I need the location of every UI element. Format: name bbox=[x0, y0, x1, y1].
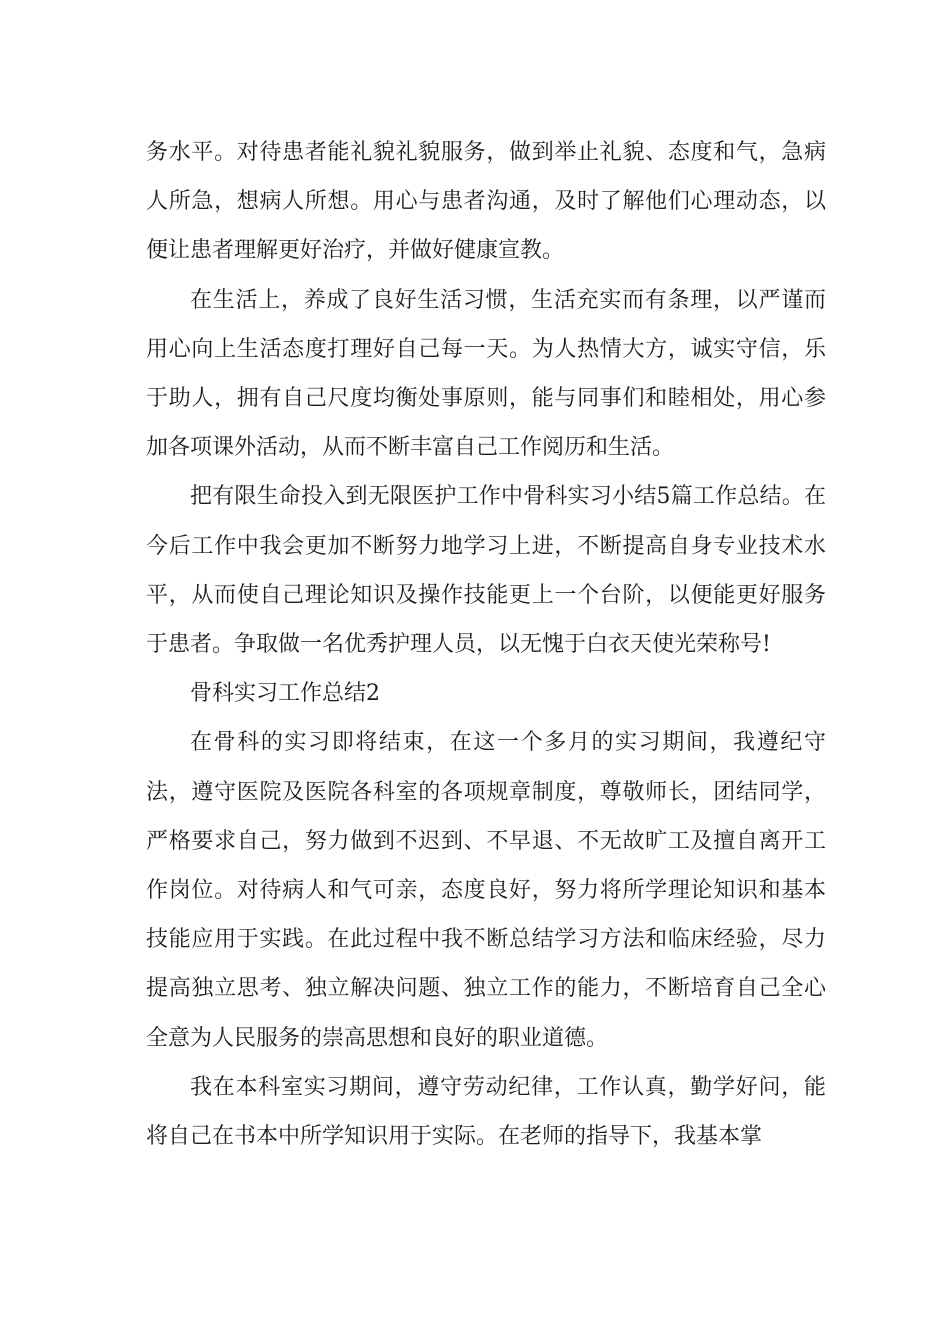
section-heading: 骨科实习工作总结2 bbox=[190, 681, 380, 707]
paragraph-future-goals: 把有限生命投入到无限医护工作中骨科实习小结5篇工作总结。在今后工作中我会更加不断努力地学习上进，不断提高自身专业技术水平，从而使自己理论知识及操作技能更上一个台阶，以便能更好服务于患者。争取做一名优秀护理人员，以无愧于白衣天使光荣称号! bbox=[146, 484, 826, 658]
paragraph-life-habits: 在生活上，养成了良好生活习惯，生活充实而有条理，以严谨而用心向上生活态度打理好自己每一天。为人热情大方，诚实守信，乐于助人，拥有自己尺度均衡处事原则，能与同事们和睦相处，用心参加各项课外活动，从而不断丰富自己工作阅历和生活。 bbox=[146, 287, 826, 461]
paragraph-service-level: 务水平。对待患者能礼貌礼貌服务，做到举止礼貌、态度和气，急病人所急，想病人所想。用心与患者沟通，及时了解他们心理动态，以便让患者理解更好治疗，并做好健康宣教。 bbox=[146, 140, 826, 264]
paragraph-internship-conduct: 在骨科的实习即将结束，在这一个多月的实习期间，我遵纪守法，遵守医院及医院各科室的各项规章制度，尊敬师长，团结同学，严格要求自己，努力做到不迟到、不早退、不无故旷工及擅自离开工作岗位。对待病人和气可亲，态度良好，努力将所学理论知识和基本技能应用于实践。在此过程中我不断总结学习方法和临床经验，尽力提高独立思考、独立解决问题、独立工作的能力，不断培育自己全心全意为人民服务的崇高思想和良好的职业道德。 bbox=[146, 730, 826, 1051]
paragraph-department-study: 我在本科室实习期间，遵守劳动纪律，工作认真，勤学好问，能将自己在书本中所学知识用于实际。在老师的指导下，我基本掌 bbox=[146, 1074, 826, 1150]
document-body bbox=[146, 128, 826, 1161]
